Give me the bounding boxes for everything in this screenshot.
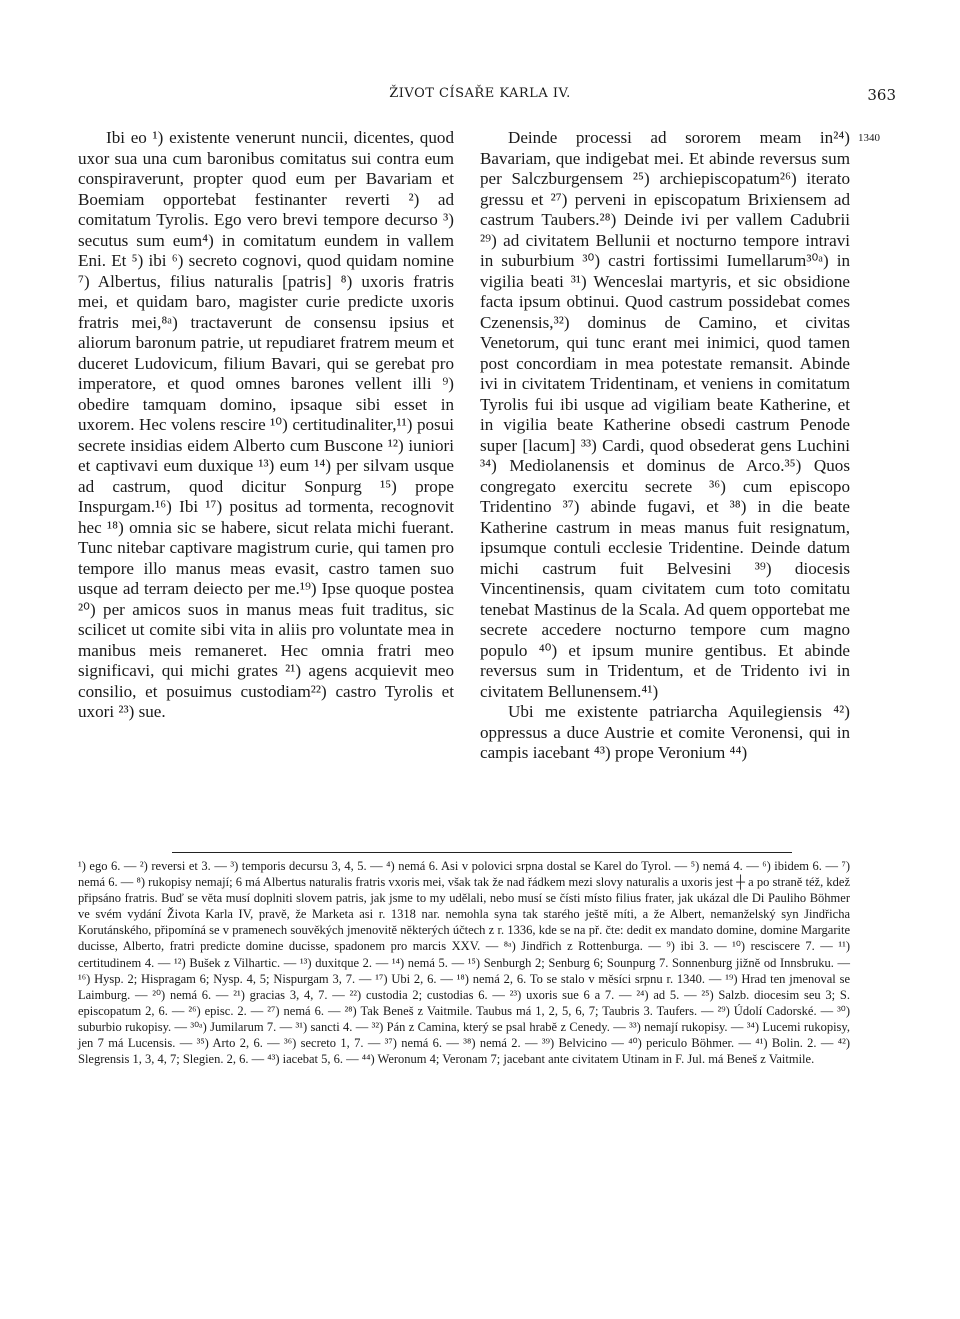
margin-year: 1340 [858,132,880,144]
right-column [480,128,850,764]
footnotes [78,858,850,1067]
right-paragraph-2: Ubi me existente patriarcha Aquilegiensis ⁴²) oppressus a duce Austrie et comite Veronensi, qui in campis iacebant ⁴³) prope Veronium ⁴⁴) [480,702,850,762]
footnote-rule [172,852,792,853]
running-title: ŽIVOT CÍSAŘE KARLA IV. [389,86,571,101]
page-number: 363 [867,86,896,104]
left-column [78,128,454,723]
left-paragraph: Ibi eo ¹) existente venerunt nuncii, dicentes, quod uxor sua una cum baronibus comitatus sui contra eum conspiraverunt, propter quod eum per Bavariam et Boemiam opportebat festinanter reverti ²) ad comitatum Tyrolis. Ego vero brevi tempore decurso ³) secutus sum eum⁴) in comitatum eundem in vallem Eni. Et ⁵) ibi ⁶) secreto cognovi, quod quidam nomine ⁷) Albertus, filius naturalis [patris] ⁸) uxoris fratris mei, et quidam baro, magister curie predicte uxoris fratris mei,⁸ᵃ) tractaverunt de consensu ipsius et aliorum baronum patrie, ut repudiaret fratrem meum et duceret Ludovicum, filium Bavari, qui se gerebat pro imperatore, et quod omnes barones vellent illi ⁹) obedire tamquam domino, ipsaque sibi esset in uxorem. Hec volens rescire ¹⁰) certitudinaliter,¹¹) posui secrete insidias eidem Alberto cum Buscone ¹²) iuniori et captivavi eum duxique ¹³) eum ¹⁴) per silvam usque ad castrum, quod dicitur Sonpurg ¹⁵) prope Inspurgam.¹⁶) Ibi ¹⁷) positus ad tormenta, recognovit hec ¹⁸) omnia sic se habere, sicut relata michi fuerant. Tunc nitebar captivare magistrum curie, qui tamen pro tempore illo manus meas evasit, castro tamen suo usque ad terram deiecto per me.¹⁹) Ipse quoque postea ²⁰) per amicos suos in manus meas fuit traditus, sic scilicet ut comite sibi vita in aliis pro voluntate mea in manibus meis remaneret. Hec omnia fratri meo significavi, qui michi grates ²¹) agens acquievit meo consilio, et posuimus custodiam²²) castro Tyrolis et uxori ²³) sue. [78,128,454,721]
footnote-text: ¹) ego 6. — ²) reversi et 3. — ³) temporis decursu 3, 4, 5. — ⁴) nemá 6. Asi v polovici srpna dostal se Karel do Tyrol. — ⁵) nemá 4. — ⁶) ibidem 6. — ⁷) nemá 6. — ⁸) rukopisy nemají; 6 má Albertus naturalis fratris vxoris mei, však tak že nad řádkem mezi slovy naturalis a uxoris jest ┼ a po straně též, kdež připsáno fratris. Buď se věta musí doplniti slovem patris, jak jsme to my udělali, nebo musí se čísti místo filius frater, jak ukázal dle Di Pauliho Böhmer ve svém vydání Života Karla IV, pravě, že Marketa asi r. 1318 nar. nemohla syna tak starého ještě míti, a že Albert, nemanželský syn Jindřicha Korutánského, připomíná se v pramenech souvěkých jmenovitě některých účtech z r. 1336, kde se na př. čte: dedit ex mandato domine, domine Margarite ducisse, Alberto, fratri predicte domine ducisse, spadonem pro marcis XXV. — ⁸ᵃ) Jindřich z Rottenburga. — ⁹) ibi 3. — ¹⁰) resciscere 7. — ¹¹) certitudinem 4. — ¹²) Bušek z Vilhartic. — ¹³) duxitque 2. — ¹⁴) nemá 5. — ¹⁵) Senburgh 2; Senburg 6; Sounpurg 7. Sonnenburg jižně od Innsbruku. — ¹⁶) Hysp. 2; Hispragam 6; Nysp. 4, 5; Nispurgam 3, 7. — ¹⁷) Ubi 2, 6. — ¹⁸) nemá 2, 6. To se stalo v měsíci srpnu r. 1340. — ¹⁹) Hrad ten jmenoval se Laimburg. — ²⁰) nemá 6. — ²¹) gracias 3, 4, 7. — ²²) custodia 2; custodias 6. — ²³) uxoris sue 6 a 7. — ²⁴) ad 5. — ²⁵) Salzb. diocesim seu 3; S. episcopatum 2, 6. — ²⁶) episc. 2. — ²⁷) nemá 6. — ²⁸) Tak Beneš z Vaitmile. Taubus má 1, 2, 5, 6, 7; Taubris 3. Taufers. — ²⁹) Údolí Cadorské. — ³⁰) suburbio rukopisy. — ³⁰ᵃ) Jumilarum 7. — ³¹) sancti 4. — ³²) Pán z Camina, který se psal hrabě z Cenedy. — ³³) nemají rukopisy. — ³⁴) Lucemi rukopisy, jen 7 má Lucensis. — ³⁵) Arto 2, 6. — ³⁶) secreto 1, 7. — ³⁷) nemá 6. — ³⁸) nemá 2. — ³⁹) Belvicino — ⁴⁰) periculo Böhmer. — ⁴¹) Bolin. 2. — ⁴²) Slegrensis 1, 3, 4, 7; Slegien. 2, 6. — ⁴³) iacebat 5, 6. — ⁴⁴) Weronum 4; Veronam 7; jacebant ante civitatem Utinam in F. Jul. má Beneš z Vaitmile. [78,859,850,1067]
right-paragraph-1: Deinde processi ad sororem meam in²⁴) Bavariam, que indigebat mei. Et abinde reversus sum per Salczburgensem ²⁵) archiepiscopatum²⁶) iterato gressu et ²⁷) perveni in episcopatum Brixiensem ad castrum Taubers.²⁸) Deinde ivi per vallem Cadubrii ²⁹) ad civitatem Bellunii et nocturno tempore intravi in suburbium ³⁰) castri fortissimi Iumellarum³⁰ᵃ) in vigilia beati ³¹) Wenceslai martyris, et sic obsidione facta ipsum obtinui. Quod castrum possidebat comes Czenensis,³²) dominus de Camino, et civitas Venetorum, qui tunc erant mei inimici, quod tamen post concordiam in mea potestate remansit. Abinde ivi in civitatem Tridentinam, et veniens in comitatum Tyrolis fui ibi usque ad vigiliam beate Katherine, et in vigilia beate Katherine obsedi castrum Penode super [lacum] ³³) Cardi, quod obsederat gens Luchini ³⁴) Mediolanensis et dominus de Arco.³⁵) Quos congregato exercitu secrete ³⁶) cum episcopo Tridentino ³⁷) abinde fugavi, et ³⁸) in die beate Katherine castrum in meas manus fuit resignatum, ipsumque contuli ecclesie Tridentine. Deinde datum michi castrum fuit Belvesini ³⁹) diocesis Vincentinensis, quam civitatem cum toto comitatu tenebat Mastinus de la Scala. Ad quem opportebat me secrete accedere nocturno tempore cum magno populo ⁴⁰) et ipsum munire gentibus. Et abinde reversus sum in Tridentum, et de Tridento ivi in civitatem Bellunensem.⁴¹) [480,128,850,701]
